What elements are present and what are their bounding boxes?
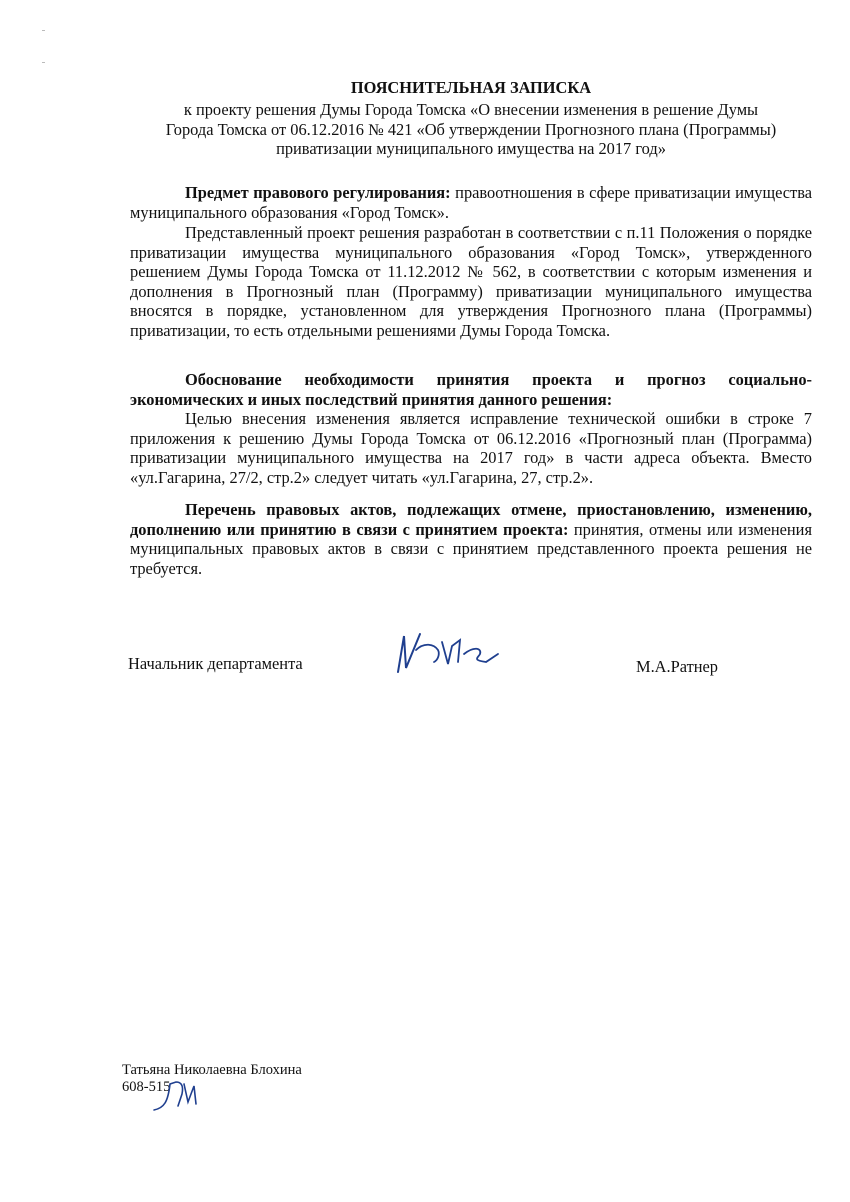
scan-speck xyxy=(42,62,45,63)
paragraph-subject xyxy=(130,183,812,222)
paragraph-purpose xyxy=(130,409,812,487)
contact-block xyxy=(122,1062,302,1096)
signatory-name: М.А.Ратнер xyxy=(636,657,718,676)
legal-acts-heading: Перечень правовых актов, подлежащих отмене, приостановлению, изменению, дополнению или принятию в связи с принятием проекта: xyxy=(130,500,812,539)
signature-stroke xyxy=(398,634,420,672)
signature-stroke xyxy=(442,640,460,664)
signature-stroke xyxy=(416,645,439,662)
initials-signature xyxy=(150,1074,206,1114)
paragraph-subject-text: правоотношения в сфере приватизации имущества муниципального образования «Город Томск». xyxy=(130,183,812,222)
subtitle-line: приватизации муниципального имущества на 2017 год» xyxy=(276,139,666,159)
signature-position: Начальник департамента xyxy=(128,654,303,673)
scan-speck xyxy=(42,30,45,31)
subtitle-line: Города Томска от 06.12.2016 № 421 «Об утверждении Прогнозного плана (Программы) xyxy=(165,119,777,139)
subtitle-line: к проекту решения Думы Города Томска «О внесении изменения в решение Думы xyxy=(183,100,759,119)
signature-stroke xyxy=(154,1082,183,1110)
legal-acts-text: принятия, отмены или изменения муниципальных правовых актов в связи с принятием представленного проекта решения не требуется. xyxy=(130,519,812,578)
signature-stroke xyxy=(184,1084,196,1104)
paragraph-subject-heading: Предмет правового регулирования: xyxy=(185,183,451,202)
paragraph-legal-acts xyxy=(130,500,812,578)
contact-phone: 608-515 xyxy=(122,1079,171,1095)
paragraph-basis-text: Представленный проект решения разработан в соответствии с п.11 Положения о порядке приватизации имущества муниципального образования «Город Томск», утвержденного решением Думы Города Томска от 11.12.2012 № 562, в соответствии с которым изменения и дополнения в Прогнозный план (Программу) приватизации муниципального имущества вносятся в порядке, установленном для утверждения Прогнозного плана (Программы) приватизации, то есть отдельными решениями Думы Города Томска. xyxy=(130,223,812,340)
signature-stroke xyxy=(464,649,498,662)
document-subtitle xyxy=(130,100,812,159)
paragraph-basis xyxy=(130,223,812,341)
contact-name: Татьяна Николаевна Блохина xyxy=(122,1062,302,1078)
paragraph-purpose-text: Целью внесения изменения является исправление технической ошибки в строке 7 приложения к решению Думы Города Томска от 06.12.2016 «Прогнозный план (Программа) приватизации муниципального имущества на 2017 год» в части адреса объекта. Вместо «ул.Гагарина, 27/2, стр.2» следует читать «ул.Гагарина, 27, стр.2». xyxy=(130,409,812,487)
paragraph-justification-heading xyxy=(130,370,812,409)
justification-heading: Обоснование необходимости принятия проекта и прогноз социально-экономических и иных последствий принятия данного решения: xyxy=(130,370,812,409)
document-title: ПОЯСНИТЕЛЬНАЯ ЗАПИСКА xyxy=(350,78,592,97)
handwritten-signature xyxy=(394,624,504,680)
